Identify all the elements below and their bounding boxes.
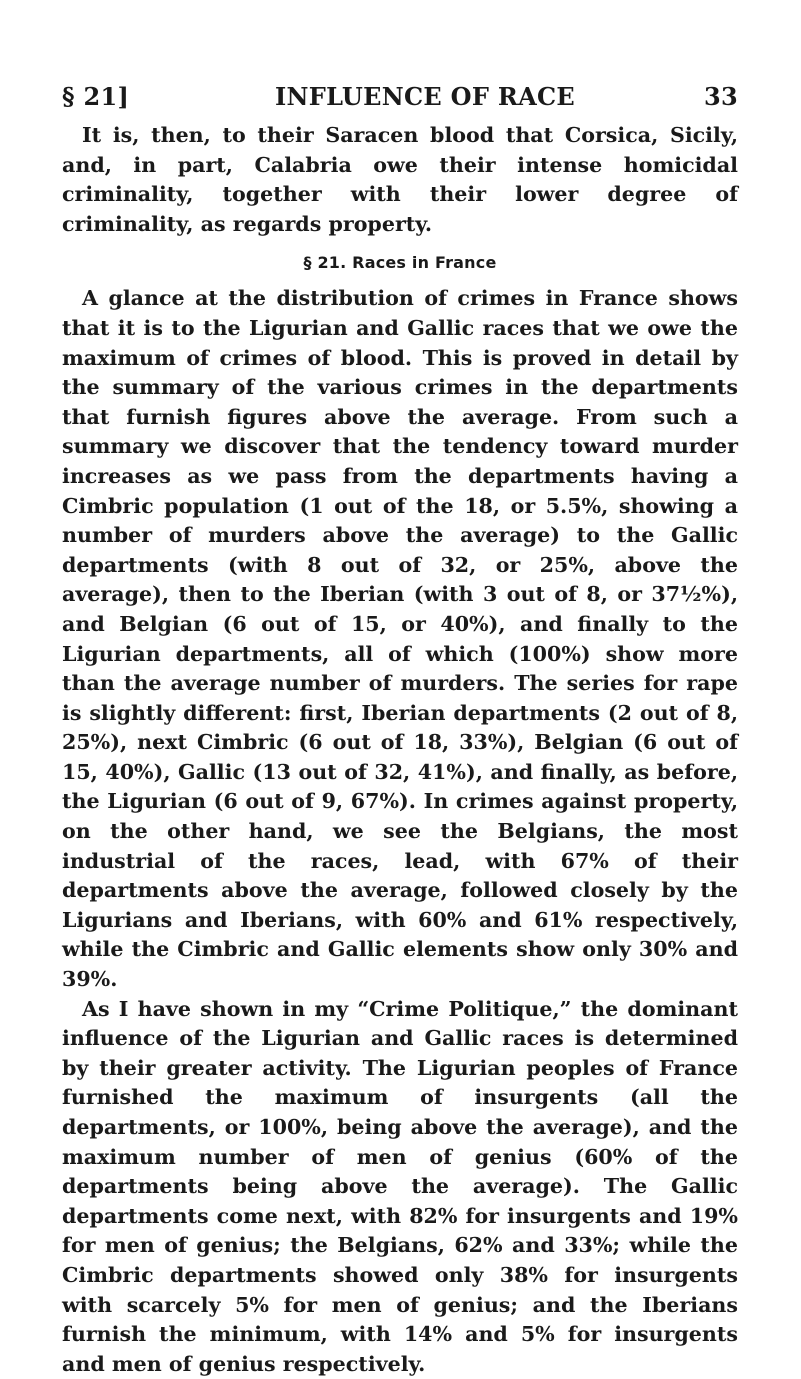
section-heading: § 21. Races in France [303,253,497,273]
page-number: 33 [704,82,738,111]
running-head [62,82,738,111]
paragraph-saracen-blood: It is, then, to their Saracen blood that Corsica, Sicily, and, in part, Calabria owe their intense homicidal criminality, together with their lower degree of criminality, as regards property. [62,123,738,236]
paragraph-distribution-of-crimes: A glance at the distribution of crimes in France shows that it is to the Ligurian and Gallic races that we owe the maximum of crimes of blood. This is proved in detail by the summary of the various crimes in the departments that furnish figures above the average. From such a summary we discover that the tendency toward murder increases as we pass from the departments having a Cimbric population (1 out of the 18, or 5.5%, showing a number of murders above the average) to the Gallic departments (with 8 out of 32, or 25%, above the average), then to the Iberian (with 3 out of 8, or 37½%), and Belgian (6 out of 15, or 40%), and finally to the Ligurian departments, all of which (100%) show more than the average number of murders. The series for rape is slightly different: first, Iberian departments (2 out of 8, 25%), next Cimbric (6 out of 18, 33%), Belgian (6 out of 15, 40%), Gallic (13 out of 32, 41%), and finally, as before, the Ligurian (6 out of 9, 67%). In crimes against property, on the other hand, we see the Belgians, the most industrial of the races, lead, with 67% of their departments above the average, followed closely by the Ligurians and Iberians, with 60% and 61% respectively, while the Cimbric and Gallic elements show only 30% and 39%. [62,286,738,992]
book-page [62,82,738,1379]
running-head-section: § 21] [62,82,130,111]
running-head-title: INFLUENCE OF RACE [274,82,576,111]
paragraph-crime-politique: As I have shown in my “Crime Politique,” the dominant influence of the Ligurian and Gallic races is determined by their greater activity. The Ligurian peoples of France furnished the maximum of insurgents (all the departments, or 100%, being above the average), and the maximum number of men of genius (60% of the departments being above the average). The Gallic departments come next, with 82% for insurgents and 19% for men of genius; the Belgians, 62% and 33%; while the Cimbric departments showed only 38% for insurgents with scarcely 5% for men of genius; and the Iberians furnish the minimum, with 14% and 5% for insurgents and men of genius respectively. [62,996,738,1376]
